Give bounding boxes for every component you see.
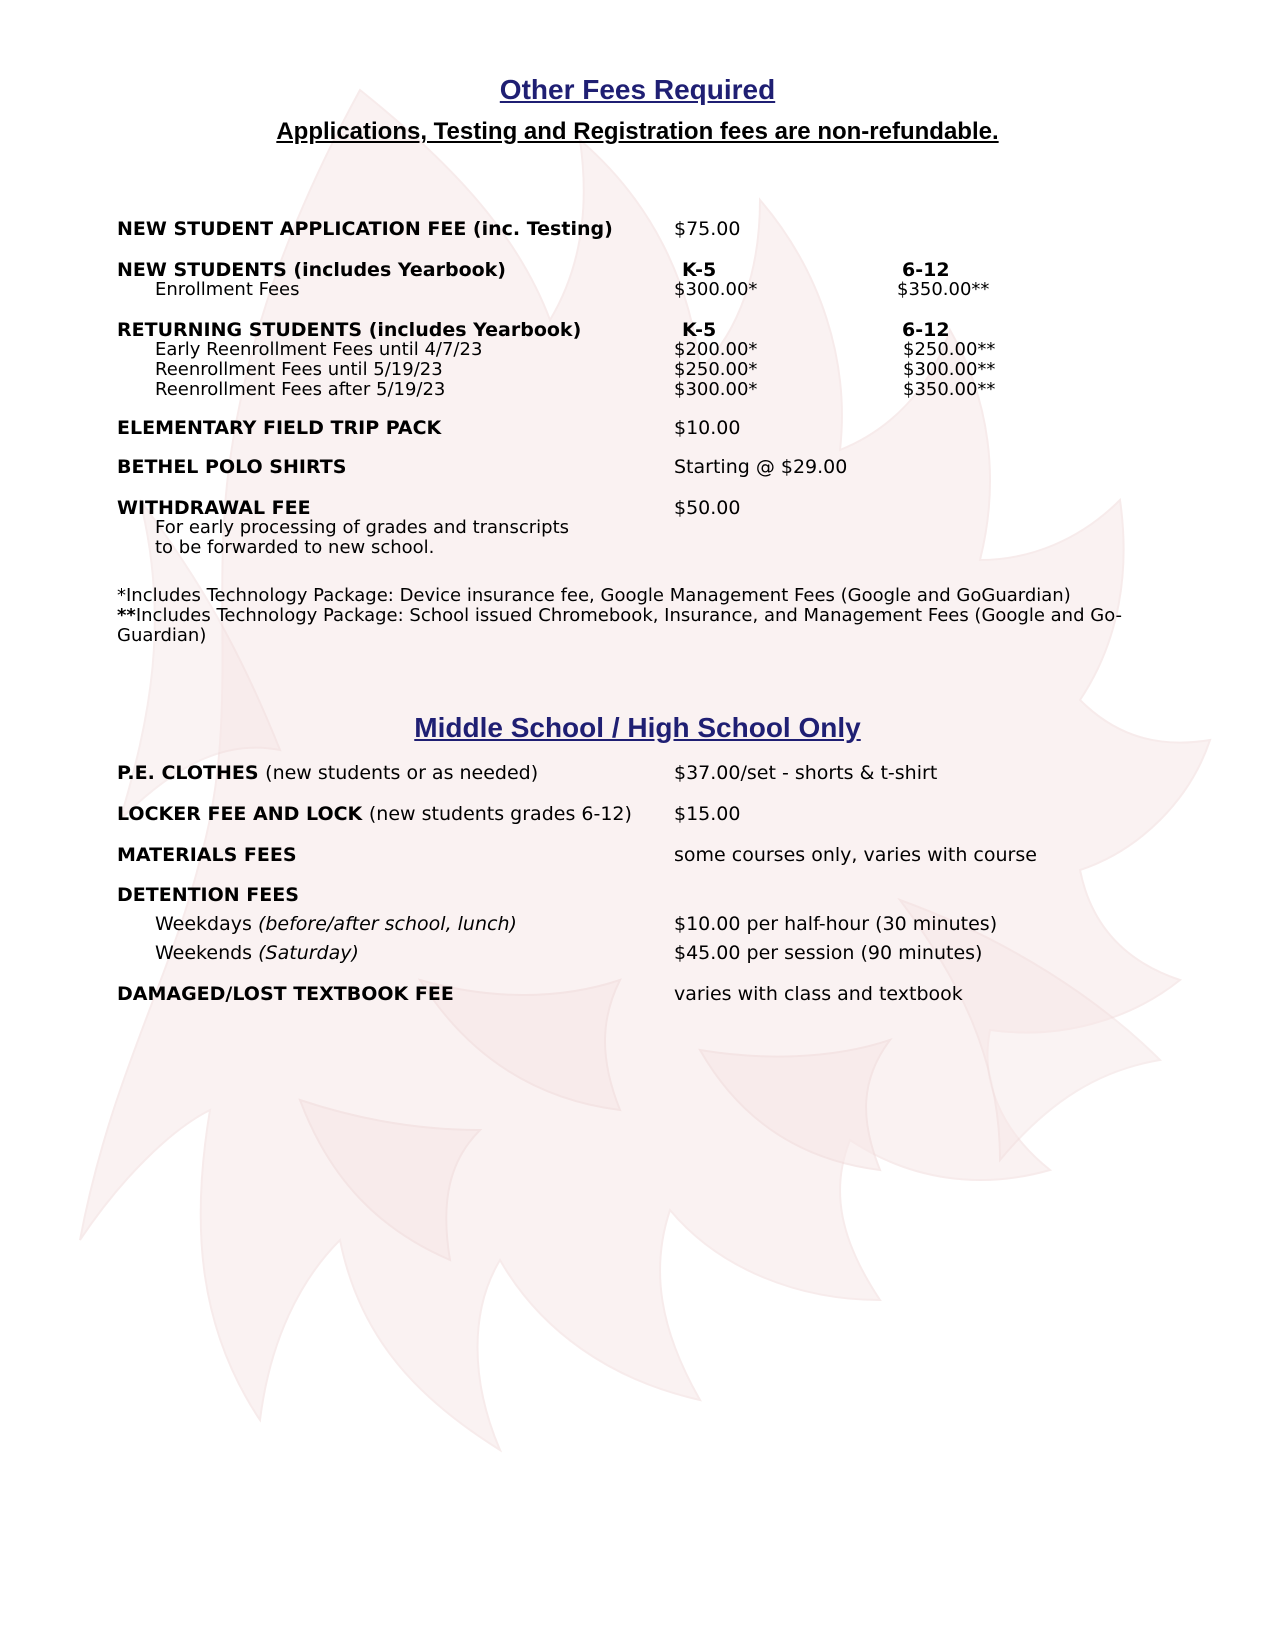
reenrollment-after-k5: $300.00* [674,379,758,400]
reenrollment-after-612: $350.00** [903,379,996,400]
pe-clothes-label: P.E. CLOTHES [117,762,259,784]
returning-students-col-k5: K-5 [682,319,717,341]
early-reenrollment-label: Early Reenrollment Fees until 4/7/23 [155,339,483,360]
pe-clothes-note: (new students or as needed) [265,762,539,784]
enrollment-fees-label: Enrollment Fees [155,279,300,300]
pe-clothes-amount: $37.00/set - shorts & t-shirt [674,762,938,784]
withdrawal-fee-label: WITHDRAWAL FEE [117,497,311,519]
footnote-double-line2: Guardian) [117,625,207,646]
materials-fees-label: MATERIALS FEES [117,844,297,866]
returning-students-col-612: 6-12 [902,319,950,341]
ms-hs-title: Middle School / High School Only [414,712,861,743]
reenrollment-until-k5: $250.00* [674,359,758,380]
locker-fee-note: (new students grades 6-12) [368,803,632,825]
detention-weekdays-note: (before/after school, lunch) [257,913,517,935]
page-subtitle: Applications, Testing and Registration fees are non-refundable. [276,118,999,145]
new-students-label: NEW STUDENTS (includes Yearbook) [117,259,506,281]
locker-fee-row [117,803,632,825]
early-reenrollment-k5: $200.00* [674,339,758,360]
locker-fee-amount: $15.00 [674,803,741,825]
enrollment-fees-612: $350.00** [897,279,990,300]
textbook-fee-amount: varies with class and textbook [674,983,963,1005]
new-students-col-k5: K-5 [682,259,717,281]
footnote-double-mark: ** [117,605,136,626]
withdrawal-note-line1: For early processing of grades and transcripts [155,517,569,538]
application-fee-label: NEW STUDENT APPLICATION FEE (inc. Testing) [117,218,613,240]
reenrollment-after-label: Reenrollment Fees after 5/19/23 [155,379,446,400]
field-trip-label: ELEMENTARY FIELD TRIP PACK [117,417,442,439]
footnote-double-line1: Includes Technology Package: School issued Chromebook, Insurance, and Management Fees (Google and Go- [135,605,1123,626]
withdrawal-note-line2: to be forwarded to new school. [155,537,435,558]
locker-fee-label: LOCKER FEE AND LOCK [117,803,363,825]
new-students-col-612: 6-12 [902,259,950,281]
enrollment-fees-k5: $300.00* [674,279,758,300]
application-fee-amount: $75.00 [674,218,741,240]
detention-weekends-row [117,942,359,964]
polo-shirts-label: BETHEL POLO SHIRTS [117,456,347,478]
early-reenrollment-612: $250.00** [903,339,996,360]
detention-weekends-note: (Saturday) [258,942,359,964]
detention-weekdays-row [117,913,517,935]
detention-weekdays-amount: $10.00 per half-hour (30 minutes) [674,913,998,935]
returning-students-label: RETURNING STUDENTS (includes Yearbook) [117,319,582,341]
footnote-double-star [117,606,1122,626]
detention-fees-label: DETENTION FEES [117,884,299,906]
field-trip-amount: $10.00 [674,417,741,439]
polo-shirts-amount: Starting @ $29.00 [674,456,848,478]
textbook-fee-label: DAMAGED/LOST TEXTBOOK FEE [117,983,454,1005]
materials-fees-amount: some courses only, varies with course [674,844,1037,866]
reenrollment-until-612: $300.00** [903,359,996,380]
detention-weekdays-label: Weekdays [155,913,252,935]
detention-weekends-amount: $45.00 per session (90 minutes) [674,942,983,964]
page-title: Other Fees Required [499,74,776,105]
reenrollment-until-label: Reenrollment Fees until 5/19/23 [155,359,443,380]
detention-weekends-label: Weekends [155,942,253,964]
withdrawal-fee-amount: $50.00 [674,497,741,519]
pe-clothes-row [117,762,538,784]
footnote-single-star: *Includes Technology Package: Device insurance fee, Google Management Fees (Google and GoGuardian) [117,585,1071,606]
